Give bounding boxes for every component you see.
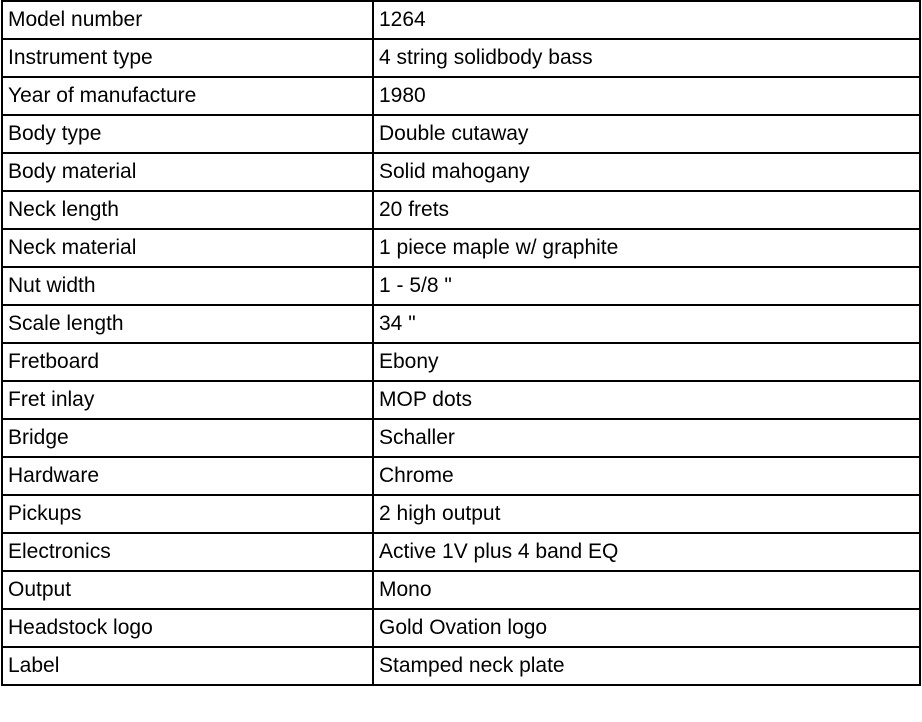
spec-value: Gold Ovation logo bbox=[373, 609, 920, 647]
spec-value: 1264 bbox=[373, 1, 920, 39]
spec-label: Neck length bbox=[2, 191, 373, 229]
spec-value: Active 1V plus 4 band EQ bbox=[373, 533, 920, 571]
spec-label: Model number bbox=[2, 1, 373, 39]
table-row bbox=[2, 495, 920, 533]
table-row bbox=[2, 39, 920, 77]
spec-label: Hardware bbox=[2, 457, 373, 495]
spec-value: Solid mahogany bbox=[373, 153, 920, 191]
spec-label: Fretboard bbox=[2, 343, 373, 381]
spec-value: 1980 bbox=[373, 77, 920, 115]
spec-value: Double cutaway bbox=[373, 115, 920, 153]
table-row bbox=[2, 77, 920, 115]
spec-value: MOP dots bbox=[373, 381, 920, 419]
spec-value: 1 piece maple w/ graphite bbox=[373, 229, 920, 267]
spec-label: Neck material bbox=[2, 229, 373, 267]
table-row bbox=[2, 609, 920, 647]
table-row bbox=[2, 115, 920, 153]
spec-table-body bbox=[2, 1, 920, 685]
spec-value: Chrome bbox=[373, 457, 920, 495]
spec-label: Body type bbox=[2, 115, 373, 153]
table-row bbox=[2, 267, 920, 305]
spec-label: Headstock logo bbox=[2, 609, 373, 647]
spec-label: Body material bbox=[2, 153, 373, 191]
spec-value: 1 - 5/8 " bbox=[373, 267, 920, 305]
spec-value: Mono bbox=[373, 571, 920, 609]
table-row bbox=[2, 191, 920, 229]
spec-label: Pickups bbox=[2, 495, 373, 533]
spec-label: Electronics bbox=[2, 533, 373, 571]
table-row bbox=[2, 571, 920, 609]
table-row bbox=[2, 533, 920, 571]
spec-value: Stamped neck plate bbox=[373, 647, 920, 685]
table-row bbox=[2, 305, 920, 343]
spec-label: Bridge bbox=[2, 419, 373, 457]
table-row bbox=[2, 343, 920, 381]
spec-label: Scale length bbox=[2, 305, 373, 343]
table-row bbox=[2, 647, 920, 685]
spec-label: Instrument type bbox=[2, 39, 373, 77]
spec-value: 4 string solidbody bass bbox=[373, 39, 920, 77]
table-row bbox=[2, 153, 920, 191]
spec-value: 20 frets bbox=[373, 191, 920, 229]
table-row bbox=[2, 419, 920, 457]
spec-table bbox=[1, 0, 921, 686]
spec-label: Year of manufacture bbox=[2, 77, 373, 115]
spec-label: Fret inlay bbox=[2, 381, 373, 419]
spec-value: Ebony bbox=[373, 343, 920, 381]
table-row bbox=[2, 1, 920, 39]
table-row bbox=[2, 381, 920, 419]
table-row bbox=[2, 229, 920, 267]
spec-value: 34 " bbox=[373, 305, 920, 343]
table-row bbox=[2, 457, 920, 495]
spec-label: Label bbox=[2, 647, 373, 685]
spec-label: Output bbox=[2, 571, 373, 609]
spec-value: Schaller bbox=[373, 419, 920, 457]
spec-value: 2 high output bbox=[373, 495, 920, 533]
spec-label: Nut width bbox=[2, 267, 373, 305]
